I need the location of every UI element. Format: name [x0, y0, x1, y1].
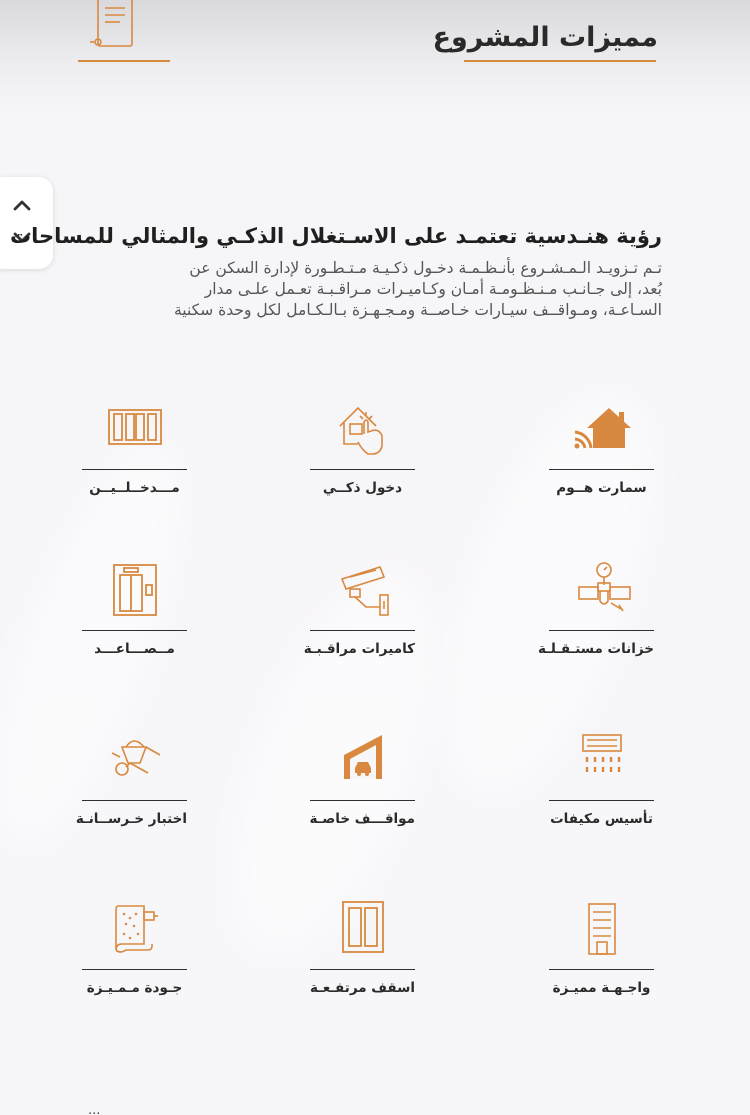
- facade-icon: [567, 900, 637, 962]
- scroll-controls: [0, 177, 53, 269]
- feature-label: مــصـــاعـــد: [94, 641, 175, 657]
- feature-divider: [310, 969, 415, 970]
- feature-label: واجـهـة مميـزة: [552, 980, 651, 996]
- header-underline: [78, 60, 170, 62]
- feature-divider: [310, 800, 415, 801]
- wheelbarrow-icon: [100, 731, 170, 793]
- water-tank-gauge-icon: [567, 561, 637, 623]
- feature-ac-prep: [549, 731, 654, 831]
- feature-divider: [549, 630, 654, 631]
- page-title: مميزات المشروع: [432, 22, 658, 53]
- feature-label: اختبار خـرســانـة: [75, 811, 187, 827]
- feature-label: اسقف مرتفـعـة: [310, 980, 415, 996]
- feature-smart-home: [549, 400, 654, 500]
- feature-label: جـودة مـمـيـزة: [86, 980, 183, 996]
- intro-line: بُعد، إلى جـانـب مـنـظـومـة أمـان وكـاميـرات مـراقـبـة تعـمل علـى مدار: [204, 280, 662, 298]
- feature-private-parking: [310, 731, 415, 831]
- feature-water-tanks: [537, 561, 654, 661]
- page-header: [0, 0, 750, 62]
- feature-divider: [549, 469, 654, 470]
- feature-premium-quality: [82, 900, 187, 1000]
- air-conditioner-icon: [567, 731, 637, 793]
- double-door-icon: [100, 400, 170, 462]
- quality-roll-icon: [100, 900, 170, 962]
- feature-elevators: [82, 561, 187, 661]
- header-underline: [464, 60, 656, 62]
- feature-label: دخول ذكــي: [322, 480, 403, 496]
- feature-high-ceilings: [310, 900, 415, 1000]
- feature-label: مـــدخــلــيــن: [89, 480, 180, 496]
- smart-home-icon: [567, 400, 637, 462]
- bottom-cut-text: ...: [88, 1103, 101, 1115]
- scroll-up-button[interactable]: [10, 196, 34, 216]
- document-icon: [90, 0, 142, 56]
- feature-label: مواقـــف خاصـة: [309, 811, 415, 827]
- feature-security-cameras: [303, 561, 415, 661]
- feature-divider: [82, 469, 187, 470]
- feature-divider: [310, 630, 415, 631]
- feature-divider: [549, 969, 654, 970]
- feature-divider: [82, 969, 187, 970]
- intro-line: تـم تـزويـد الـمـشـروع بأنـظـمـة دخـول ذكـيـة مـتـطـورة لإدارة السكن عن: [189, 259, 662, 277]
- feature-label: خزانات مستـقـلـة: [537, 641, 654, 657]
- feature-label: تأسيس مكيفات: [550, 811, 653, 827]
- feature-divider: [82, 630, 187, 631]
- feature-concrete-testing: [75, 731, 187, 831]
- feature-label: سمارت هــوم: [556, 480, 647, 496]
- feature-divider: [82, 800, 187, 801]
- intro-heading: رؤية هنـدسية تعتمـد على الاسـتغلال الذكـي والمثالي للمساحات: [9, 224, 662, 248]
- feature-label: كاميرات مراقـبـة: [303, 641, 415, 657]
- intro-line: السـاعـة، ومـواقــف سيـارات خـاصــة ومـجـهـزة بـالـكـامل لكل وحدة سكنية: [173, 301, 662, 319]
- feature-divider: [310, 469, 415, 470]
- private-parking-icon: [328, 731, 398, 793]
- elevator-icon: [100, 561, 170, 623]
- security-camera-icon: [328, 561, 398, 623]
- feature-double-door: [82, 400, 187, 500]
- high-ceiling-icon: [328, 900, 398, 962]
- feature-divider: [549, 800, 654, 801]
- intro-section: [9, 224, 662, 321]
- chevron-up-icon: [10, 201, 34, 220]
- feature-smart-entry: [310, 400, 415, 500]
- feature-facade: [549, 900, 654, 1000]
- smart-entry-icon: [328, 400, 398, 462]
